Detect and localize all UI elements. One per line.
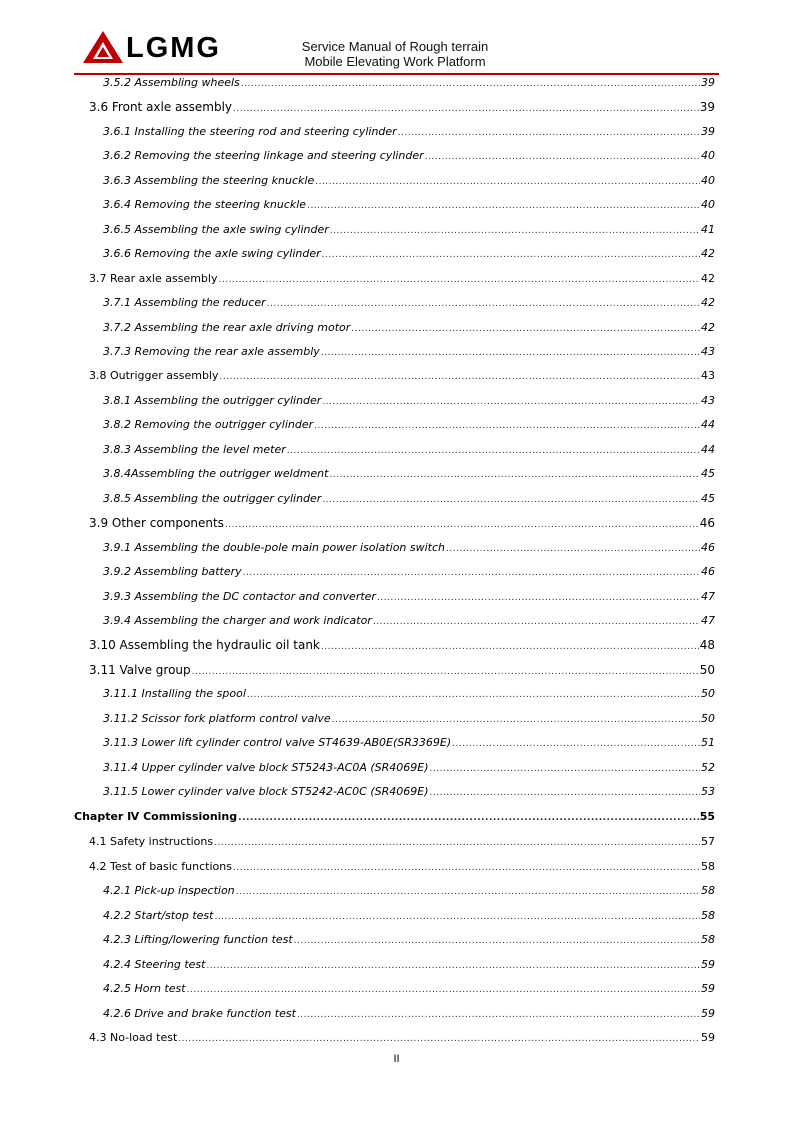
toc-entry[interactable]: 3.8 Outrigger assembly ..... 43 (89, 369, 715, 382)
toc-entry[interactable]: 3.11.3 Lower lift cylinder control valve ST4639-AB0E(SR3369E) ..... 51 (103, 736, 715, 749)
toc-entry[interactable]: 4.2.6 Drive and brake function test ..... 59 (103, 1007, 715, 1020)
toc-entry[interactable]: 3.9 Other components ..... 46 (89, 516, 715, 530)
toc-entry[interactable]: 4.3 No-load test ..... 59 (89, 1031, 715, 1044)
toc-entry[interactable]: 3.8.3 Assembling the level meter ..... 44 (103, 443, 715, 456)
toc-entry[interactable]: 3.8.2 Removing the outrigger cylinder ..... 44 (103, 418, 715, 431)
toc-entry[interactable]: 3.9.4 Assembling the charger and work indicator ..... 47 (103, 614, 715, 627)
toc-entry[interactable]: 3.8.4Assembling the outrigger weldment ..... 45 (103, 467, 715, 480)
toc-entry[interactable]: 3.8.1 Assembling the outrigger cylinder ..... 43 (103, 394, 715, 407)
toc-entry[interactable]: 3.8.5 Assembling the outrigger cylinder ..... 45 (103, 492, 715, 505)
toc-entry[interactable]: 3.9.3 Assembling the DC contactor and converter ..... 47 (103, 590, 715, 603)
toc-entry[interactable]: 3.9.2 Assembling battery ..... 46 (103, 565, 715, 578)
lgmg-logo (82, 30, 232, 64)
toc-entry[interactable]: 3.7.1 Assembling the reducer ..... 42 (103, 296, 715, 309)
toc-entry[interactable]: 4.2.1 Pick-up inspection ..... 58 (103, 884, 715, 897)
toc-entry[interactable]: 3.6.4 Removing the steering knuckle ..... 40 (103, 198, 715, 211)
toc-entry[interactable]: 3.11.5 Lower cylinder valve block ST5242-AC0C (SR4069E) ..... 53 (103, 785, 715, 798)
logo-text: LGMG (126, 32, 221, 64)
toc-entry[interactable]: 4.2 Test of basic functions ..... 58 (89, 860, 715, 873)
toc-entry[interactable]: 3.7.2 Assembling the rear axle driving motor ..... 42 (103, 321, 715, 334)
header-rule (74, 73, 719, 75)
page-header (0, 0, 793, 80)
toc-entry[interactable]: 3.7 Rear axle assembly ..... 42 (89, 272, 715, 285)
toc-entry[interactable]: 3.6 Front axle assembly ..... 39 (89, 100, 715, 114)
toc-entry[interactable]: 3.7.3 Removing the rear axle assembly ..... 43 (103, 345, 715, 358)
toc-entry[interactable]: 3.10 Assembling the hydraulic oil tank ..... 48 (89, 638, 715, 652)
toc-entry[interactable]: 3.6.1 Installing the steering rod and steering cylinder ..... 39 (103, 125, 715, 138)
triangle-logo-icon (82, 30, 124, 64)
manual-title-line1: Service Manual of Rough terrain (301, 39, 489, 54)
toc-entry[interactable]: 4.2.4 Steering test ..... 59 (103, 958, 715, 971)
page-number: II (393, 1053, 400, 1065)
toc-entry[interactable]: 3.6.6 Removing the axle swing cylinder ..... 42 (103, 247, 715, 260)
toc-entry[interactable]: 3.11.1 Installing the spool ..... 50 (103, 687, 715, 700)
toc-entry[interactable]: 4.1 Safety instructions ..... 57 (89, 835, 715, 848)
toc-entry[interactable]: 3.11.4 Upper cylinder valve block ST5243-AC0A (SR4069E) ..... 52 (103, 761, 715, 774)
toc-entry[interactable]: 4.2.2 Start/stop test ..... 58 (103, 909, 715, 922)
toc-entry[interactable]: 3.9.1 Assembling the double-pole main power isolation switch ..... 46 (103, 541, 715, 554)
manual-title-line2: Mobile Elevating Work Platform (304, 54, 486, 69)
toc-entry[interactable]: 3.6.3 Assembling the steering knuckle ..... 40 (103, 174, 715, 187)
toc-entry[interactable]: 3.6.5 Assembling the axle swing cylinder ..... 41 (103, 223, 715, 236)
toc-entry[interactable]: 4.2.3 Lifting/lowering function test ..... 58 (103, 933, 715, 946)
toc-entry[interactable]: 3.6.2 Removing the steering linkage and steering cylinder ..... 40 (103, 149, 715, 162)
toc-entry[interactable]: 3.11 Valve group ..... 50 (89, 663, 715, 677)
toc-entry[interactable]: 3.5.2 Assembling wheels ..... 39 (103, 76, 715, 89)
toc-entry[interactable]: 3.11.2 Scissor fork platform control valve ..... 50 (103, 712, 715, 725)
toc-chapter-entry[interactable]: Chapter Ⅳ Commissioning ..... 55 (74, 810, 715, 823)
toc-entry[interactable]: 4.2.5 Horn test ..... 59 (103, 982, 715, 995)
